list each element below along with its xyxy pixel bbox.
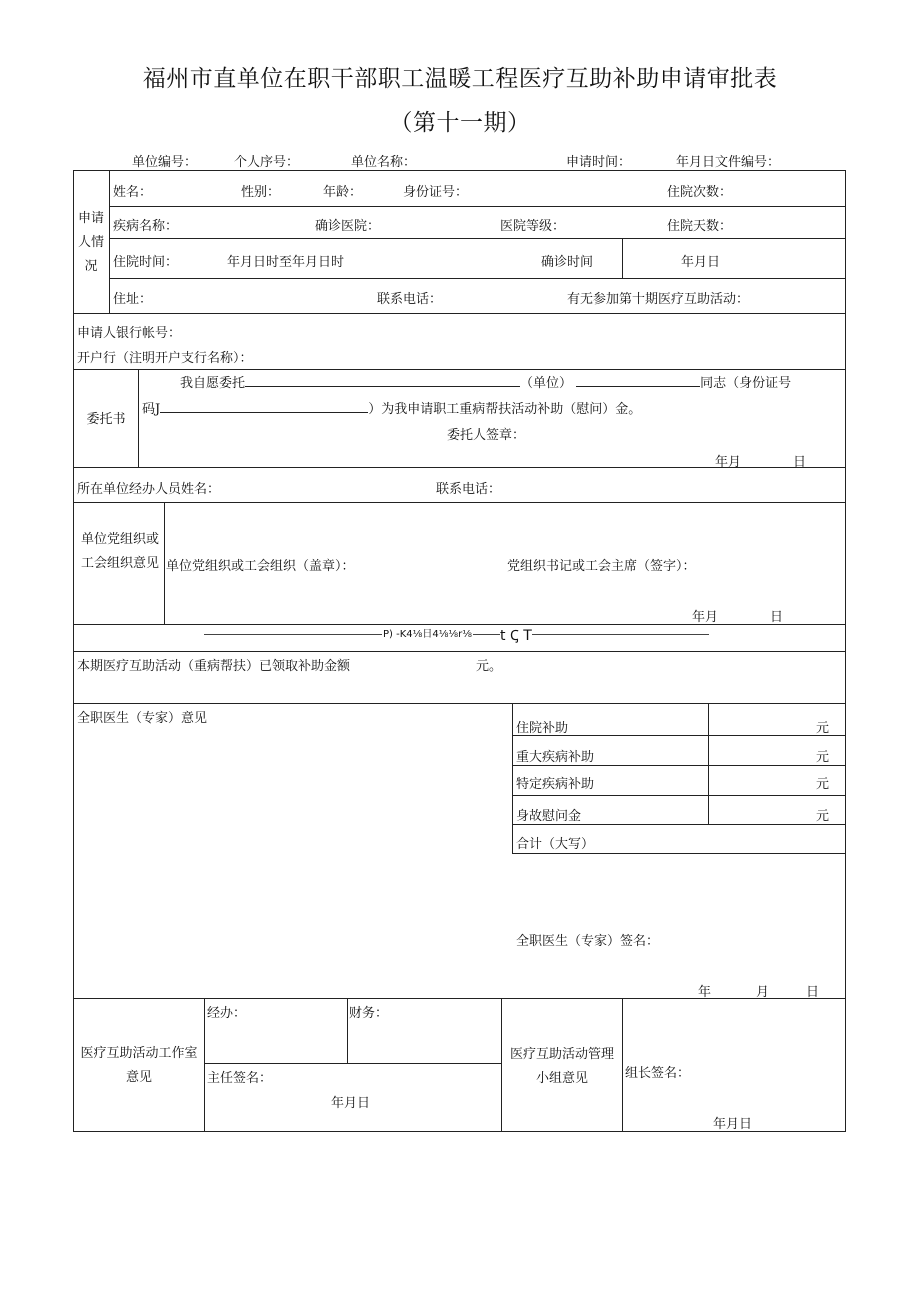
entrust-label: 委托书 [86, 412, 126, 427]
hosp-range: 年月日时至年月日时 [227, 255, 345, 270]
handler-phone-label: 联系电话： [436, 482, 502, 497]
entrust-line1-a: 我自愿委托 [180, 376, 246, 391]
diag-hospital-label: 确诊医院： [315, 219, 381, 234]
gender-label: 性别： [241, 185, 281, 200]
garbled-mark: t Ꞔ T [500, 628, 532, 644]
claimed-text: 本期医疗互助活动（重病帮扶）已领取补助金额 [77, 659, 351, 674]
entrust-line2-b: ）为我申请职工重病帮扶活动补助（慰问）金。 [368, 402, 642, 417]
address-label: 住址： [113, 292, 153, 307]
doctor-sign-label: 全职医生（专家）签名： [516, 934, 660, 949]
subsidy-item-unit: 元 [816, 721, 830, 736]
entrust-signer-label: 委托人签章： [447, 428, 526, 443]
date-doc-no-label: 年月日文件编号： [676, 155, 781, 170]
party-label: 单位党组织或工会组织意见 [80, 532, 159, 571]
doctor-date-day: 日 [806, 985, 820, 1000]
subsidy-item-label: 重大疾病补助 [516, 750, 595, 765]
id-no-label: 身份证号： [403, 185, 469, 200]
subsidy-item-label: 身故慰问金 [516, 809, 582, 824]
apply-time-label: 申请时间： [566, 155, 632, 170]
handler-name-label: 所在单位经办人员姓名： [77, 482, 221, 497]
hosp-count-label: 住院次数： [667, 185, 733, 200]
subsidy-item-label: 住院补助 [516, 721, 569, 736]
subsidy-item-unit: 元 [816, 750, 830, 765]
name-label: 姓名： [113, 185, 153, 200]
subsidy-item-unit: 元 [816, 809, 830, 824]
doctor-date-year: 年 [698, 985, 712, 1000]
bank-branch-label: 开户行（注明开户支行名称）： [77, 351, 253, 366]
disease-label: 疾病名称： [113, 219, 179, 234]
person-no-label: 个人序号： [234, 155, 300, 170]
hosp-days-label: 住院天数： [667, 219, 733, 234]
unit-name-label: 单位名称： [351, 155, 417, 170]
diag-time-label: 确诊时间 [541, 255, 594, 270]
garbled-text: P) -K4⅛日4⅛⅛r⅛ [382, 625, 473, 640]
office-director-sign-label: 主任签名： [207, 1071, 273, 1086]
mgmt-label: 医疗互助活动管理小组意见 [509, 1047, 614, 1086]
entrust-blank-id [160, 400, 368, 413]
claimed-unit: 元。 [476, 659, 503, 674]
mgmt-date: 年月日 [713, 1117, 753, 1132]
hosp-level-label: 医院等级： [500, 219, 566, 234]
subsidy-item-unit: 元 [816, 777, 830, 792]
entrust-line2-a: 码J [142, 402, 161, 417]
page-title: 福州市直单位在职干部职工温暖工程医疗互助补助申请审批表 [142, 66, 778, 92]
entrust-date: 年月 日 [715, 455, 807, 470]
office-finance-label: 财务： [349, 1006, 389, 1021]
entrust-blank-name [576, 374, 700, 387]
office-handler-label: 经办： [207, 1006, 247, 1021]
party-seal-label: 单位党组织或工会组织（盖章）： [166, 559, 355, 574]
hosp-time-label: 住院时间： [113, 255, 179, 270]
office-date: 年月日 [331, 1096, 371, 1111]
entrust-line-2 [142, 398, 641, 417]
bank-account-label: 申请人银行帐号： [77, 326, 182, 341]
subsidy-total-label: 合计（大写） [516, 837, 595, 852]
doctor-opinion-label: 全职医生（专家）意见 [77, 711, 208, 726]
entrust-line-1 [180, 372, 791, 391]
age-label: 年龄： [323, 185, 363, 200]
joined-prev-label: 有无参加第十期医疗互助活动： [567, 292, 750, 307]
entrust-blank-unit [245, 374, 520, 387]
entrust-line1-c: 同志（身份证号 [700, 376, 792, 391]
applicant-section-label: 申请人情况 [77, 211, 104, 274]
unit-no-label: 单位编号： [132, 155, 198, 170]
diag-date: 年月日 [681, 255, 721, 270]
party-chair-sign-label: 党组织书记或工会主席（签字）： [507, 559, 696, 574]
party-date: 年月 日 [692, 610, 784, 625]
phone-label: 联系电话： [377, 292, 443, 307]
office-label: 医疗互助活动工作室意见 [80, 1046, 198, 1085]
subsidy-item-label: 特定疾病补助 [516, 777, 595, 792]
page-subtitle: （第十一期） [389, 110, 531, 136]
mgmt-leader-sign-label: 组长签名： [625, 1066, 691, 1081]
entrust-line1-b: （单位） [520, 376, 573, 391]
doctor-date-month: 月 [756, 985, 770, 1000]
